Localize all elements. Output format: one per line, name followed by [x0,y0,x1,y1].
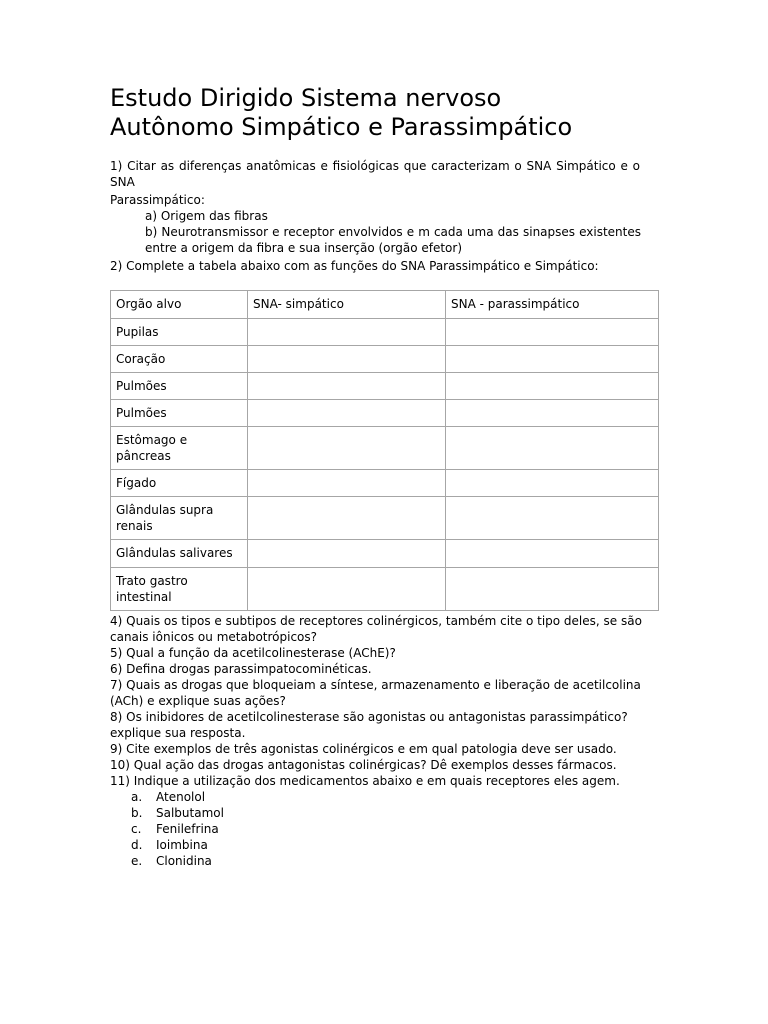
sympathetic-cell[interactable] [248,470,446,497]
list-marker: d. [131,838,143,852]
parasympathetic-cell[interactable] [446,427,659,470]
organ-cell: Pupilas [111,319,248,346]
sympathetic-cell[interactable] [248,427,446,470]
table-row [111,373,659,400]
organ-cell: Fígado [111,470,248,497]
table-row [111,346,659,373]
question-9: 9) Cite exemplos de três agonistas colinérgicos e em qual patologia deve ser usado. [110,742,617,756]
sympathetic-cell[interactable] [248,400,446,427]
parasympathetic-cell[interactable] [446,346,659,373]
sympathetic-cell[interactable] [248,497,446,540]
parasympathetic-cell[interactable] [446,400,659,427]
list-item [110,821,658,837]
sympathetic-cell[interactable] [248,319,446,346]
table-row [111,497,659,540]
list-item [110,853,658,869]
question-1-item-b: b) Neurotransmissor e receptor envolvidos e m cada uma das sinapses existentes entre a origem da fibra e sua inserção (orgão efetor) [145,225,641,255]
question-5: 5) Qual a função da acetilcolinesterase (AChE)? [110,646,396,660]
question-11: 11) Indique a utilização dos medicamentos abaixo e em quais receptores eles agem. [110,774,620,788]
table-row [111,319,659,346]
parasympathetic-cell[interactable] [446,373,659,400]
table-row [111,568,659,611]
sympathetic-cell[interactable] [248,346,446,373]
question-2-text: 2) Complete a tabela abaixo com as funções do SNA Parassimpático e Simpático: [110,259,599,273]
medication-name: Ioimbina [156,838,208,852]
document-title [110,84,670,142]
medication-list [110,789,658,869]
list-marker: a. [131,790,143,804]
parasympathetic-cell[interactable] [446,470,659,497]
organ-cell: Estômago e pâncreas [111,427,248,470]
organ-cell: Pulmões [111,373,248,400]
medication-name: Salbutamol [156,806,224,820]
header-organ: Orgão alvo [111,291,248,319]
question-4: 4) Quais os tipos e subtipos de receptores colinérgicos, também cite o tipo deles, se são canais iônicos ou metabotrópicos? [110,614,642,644]
table-header-row [111,291,659,319]
list-item [110,789,658,805]
organ-function-table [110,290,659,611]
organ-cell: Pulmões [111,400,248,427]
organ-cell: Glândulas supra renais [111,497,248,540]
sympathetic-cell[interactable] [248,540,446,568]
question-1-text: 1) Citar as diferenças anatômicas e fisiológicas que caracterizam o SNA Simpático e o SNA [110,159,640,189]
medication-name: Atenolol [156,790,206,804]
list-item [110,805,658,821]
question-6: 6) Defina drogas parassimpatocominéticas. [110,662,372,676]
table-row [111,400,659,427]
list-marker: b. [131,806,143,820]
questions-list [110,613,658,869]
question-1-item-a: a) Origem das fibras [145,209,268,223]
title-line-1: Estudo Dirigido Sistema nervoso [110,84,502,112]
medication-name: Fenilefrina [156,822,219,836]
sympathetic-cell[interactable] [248,373,446,400]
organ-cell: Coração [111,346,248,373]
question-10: 10) Qual ação das drogas antagonistas colinérgicas? Dê exemplos desses fármacos. [110,758,617,772]
organ-cell: Glândulas salivares [111,540,248,568]
parasympathetic-cell[interactable] [446,497,659,540]
table-row [111,470,659,497]
question-7: 7) Quais as drogas que bloqueiam a síntese, armazenamento e liberação de acetilcolina (ACh) e explique suas ações? [110,678,641,708]
parasympathetic-cell[interactable] [446,540,659,568]
parasympathetic-cell[interactable] [446,568,659,611]
question-1-text-cont: Parassimpático: [110,193,205,207]
table-row [111,540,659,568]
title-line-2: Autônomo Simpático e Parassimpático [110,113,573,141]
sympathetic-cell[interactable] [248,568,446,611]
list-item [110,837,658,853]
table-row [111,427,659,470]
list-marker: c. [131,822,142,836]
header-parasympathetic: SNA - parassimpático [446,291,659,319]
question-8: 8) Os inibidores de acetilcolinesterase são agonistas ou antagonistas parassimpático? explique sua resposta. [110,710,628,740]
parasympathetic-cell[interactable] [446,319,659,346]
header-sympathetic: SNA- simpático [248,291,446,319]
organ-cell: Trato gastro intestinal [111,568,248,611]
medication-name: Clonidina [156,854,212,868]
list-marker: e. [131,854,143,868]
